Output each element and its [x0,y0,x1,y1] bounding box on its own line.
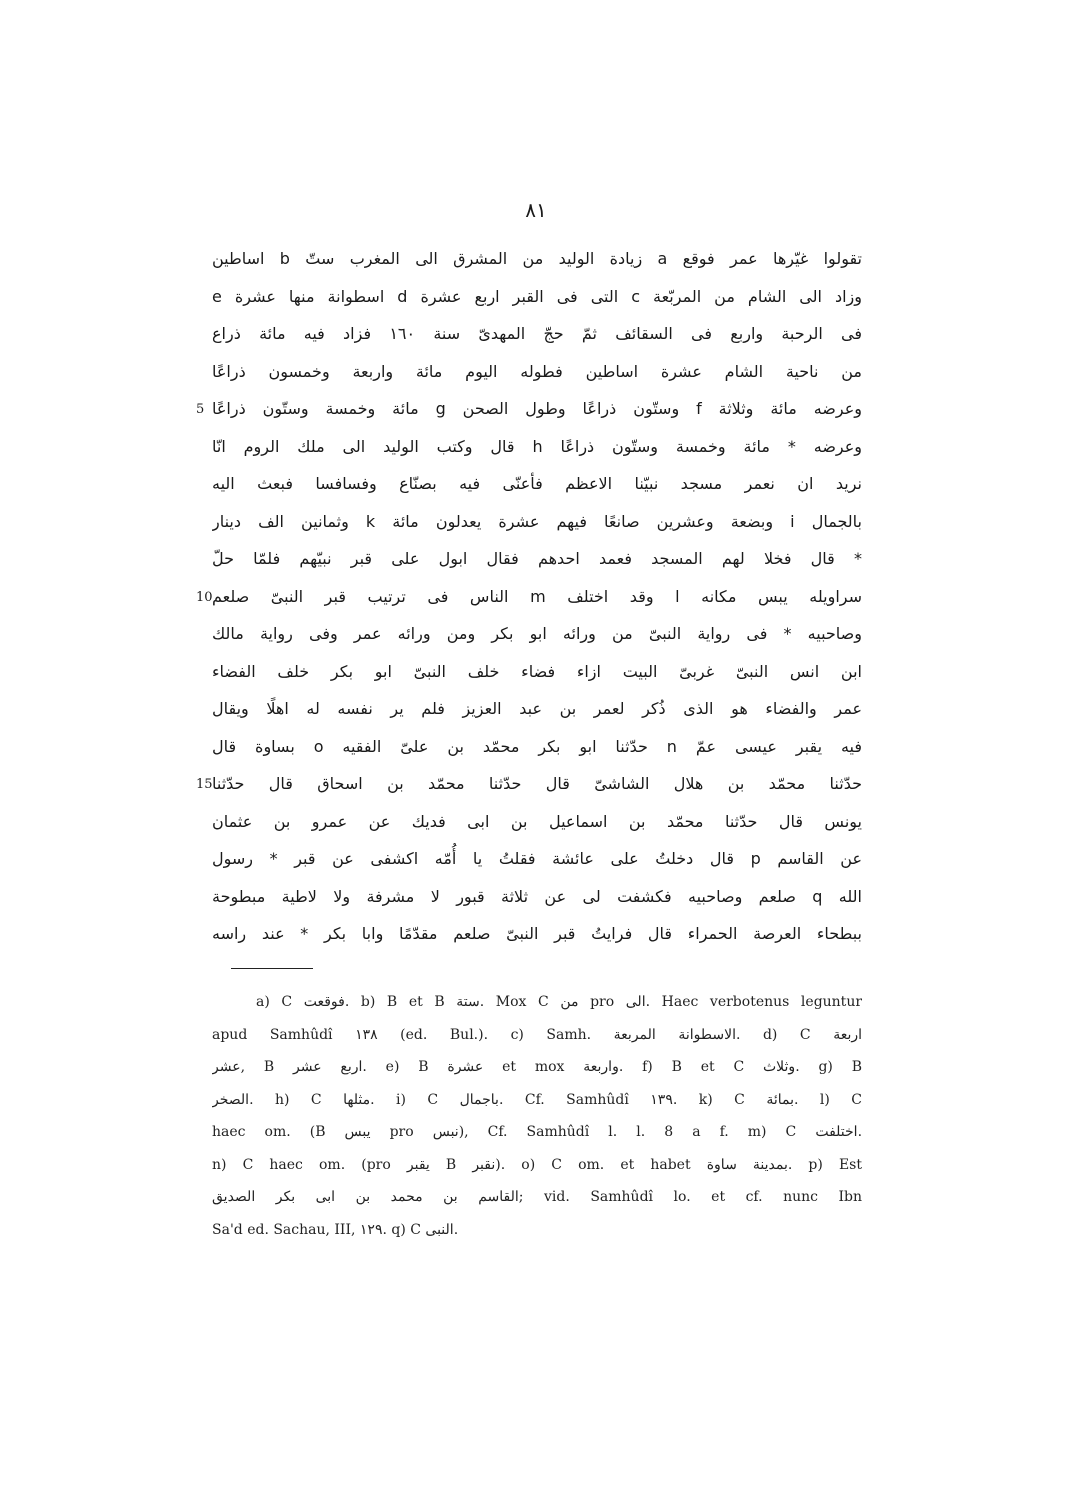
text-line: من ناحية الشام عشرة اساطين فطوله اليوم مائة واربعة وخمسون ذراعًا [212,361,862,381]
footnote-line: عشر, B اربع عشر. e) B عشرة et mox واربعة. f) B et C وثلاث. g) B [212,1059,862,1075]
text-line: يونس قال حدّثنا محمّد بن اسماعيل بن ابى فديك عن عمرو بن عثمان [212,811,862,831]
footnote-line: haec om. (B يبس pro نبس), Cf. Samhûdî l. l. 8 a f. m) C اختلفت. [212,1124,862,1140]
text-line: وصاحبيه * فى رواية النبىّ من ورائه ابو بكر ومن ورائه عمر وفى رواية مالك [212,624,862,643]
text-line: وعرضه * مائة وخمسة وستّون ذراعًا h قال وكتب الوليد الى ملك الروم انّا [212,436,862,456]
text-line: فى الرحبة واربع فى السقائف ثمّ حجّ المهدىّ سنة ١٦٠ فزاد فيه مائة ذراع [212,324,862,343]
text-line: * قال فخلا لهم المسجد فعمد احدهم فقال ابول على قبر نبيّهم فلمّا حلّ [212,549,862,568]
text-line: بالجمال i وبضعة وعشرين صانعًا فيهم عشرة يعدلون مائة k وثمانين الف دينار [212,511,862,531]
line-number: 10 [196,589,213,605]
text-line: حدّثنا محمّد بن هلال الشاشىّ قال حدّثنا محمّد بن اسحاق قال حدّثنا [212,774,862,793]
footnote-line: apud Samhûdî ١٣٨ (ed. Bul.). c) Samh. الاسطوانة المربعة. d) C اربعة [212,1026,862,1043]
text-line: ابن انس النبىّ غربىّ البيت ازاء فضاء خلف النبىّ ابو بكر خلف الفضاء [212,661,862,681]
footnotes-block [212,986,862,1246]
text-line: الله q صلعم وصاحبيه فكشفت لى عن ثلاثة قبور لا مشرفة ولا لاطية مبطوحة [212,886,862,906]
footnote-line: الصخر. h) C مثلها. i) C باجمال. Cf. Samhûdî ١٣٩. k) C بمائة. l) C [212,1091,862,1108]
text-line: عمر والفضاء هو الذى ذُكر لعمر بن عبد العزيز فلم ير نفسه له اهلًا ويقال [212,699,862,718]
text-line: ببطحاء العرصة الحمراء قال فرايتُ قبر النبىّ صلعم مقدّمًا وابا بكر * عند راسه [212,924,862,943]
text-line: فيه يقبر عيسى عمّ n حدّثنا ابو بكر محمّد بن علىّ الفقيه o بساوة قال [212,736,862,756]
text-line: عن القاسم p قال دخلتُ على عائشة فقلتُ يا أُمّه اكشفى عن قبر * رسول [212,849,862,868]
line-number: 5 [196,402,205,417]
footnote-line: n) C haec om. (pro يقبر B نقبر). o) C om. et habet بمدينة ساوة. p) Est [212,1156,862,1173]
text-line: سراويله يبس مكانه l وقد اختلف m الناس فى ترتيب قبر النبىّ صلعم [212,586,862,606]
footnote-line: Sa'd ed. Sachau, III, ١٢٩. q) C النبى. [212,1221,459,1238]
text-line: تقولوا غيّرها عمر فوقع a زيادة الوليد من المشرق الى المغرب ستّ b اساطين [212,249,862,268]
text-line: نريد ان نعمر مسجد نبيّنا الاعظم فأعنّى فيه بصنّاع وفسافسا فبعث اليه [212,474,862,493]
footnote-line: القاسم بن محمد بن ابى بكر الصديق; vid. Samhûdî lo. et cf. nunc Ibn [212,1189,862,1205]
line-number: 15 [196,777,213,792]
footnote-line: a) C فوقعت. b) B et B ستة. Mox C من pro الى. Haec verbotenus leguntur [256,994,862,1010]
page-number: ٨١ [525,198,547,222]
main-arabic-text [212,240,862,953]
text-line: وزاد الى الشام من المربّعة c التى فى القبر اربع عشرة d اسطوانة منها عشرة e [212,286,862,306]
footnote-divider [231,968,313,969]
text-line: وعرضه مائة وثلاثة f وستّون ذراعًا وطول الصحن g مائة وخمسة وستّون ذراعًا [212,399,862,418]
